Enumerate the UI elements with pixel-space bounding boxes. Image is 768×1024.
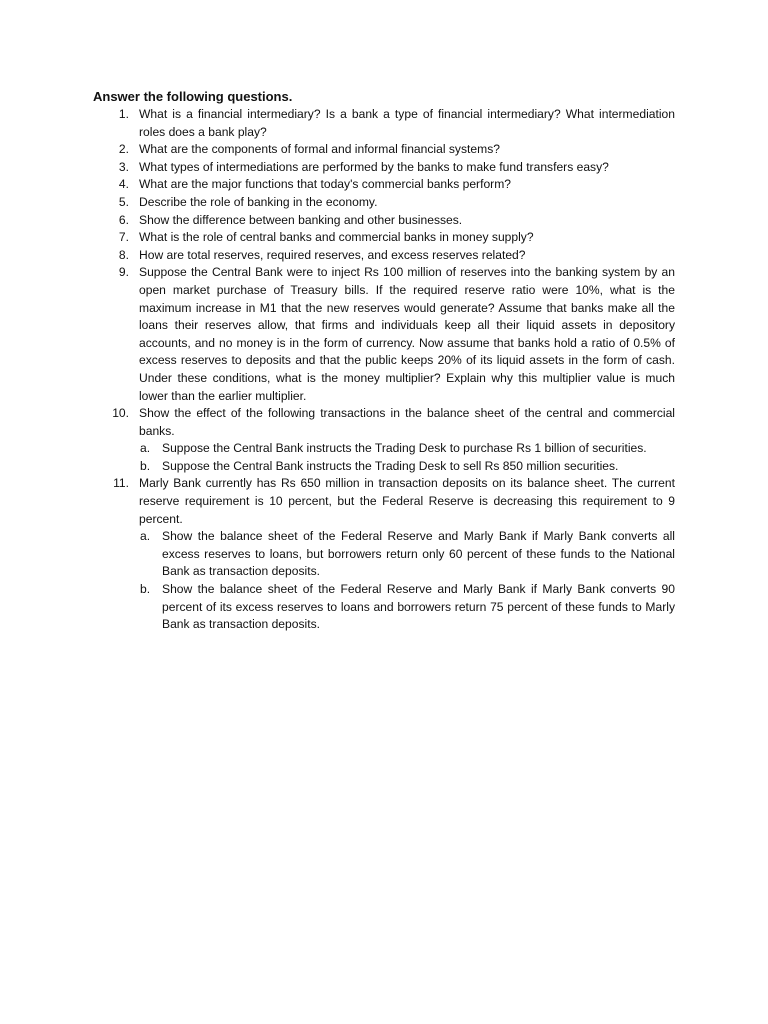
question-text: Describe the role of banking in the economy. [139,194,378,209]
question-item [93,229,675,247]
sub-question-letter: b. [140,582,151,597]
question-text: Suppose the Central Bank were to inject Rs 100 million of reserves into the banking system by an open market purchase of Treasury bills. If the required reserve ratio were 10%, what is the maximum increase in M1 that the new reserves would generate? Assume that banks make all the loans their reserves allow, that firms and individuals keep all their liquid assets in depository accounts, and no money is in the form of currency. Now assume that banks hold a ratio of 0.5% of excess reserves to deposits and that the public keeps 20% of its liquid assets in the form of cash. Under these conditions, what is the money multiplier? Explain why this multiplier value is much lower than the earlier multiplier. [139,265,675,403]
question-number: 5. [118,194,129,209]
question-list [93,106,675,634]
question-text: What is a financial intermediary? Is a bank a type of financial intermediary? What intermediation roles does a bank play? [139,107,675,139]
question-item [93,264,675,405]
question-text: Show the effect of the following transactions in the balance sheet of the central and commercial banks. [139,406,675,438]
sub-question-letter: a. [140,441,151,456]
question-number: 8. [118,247,129,262]
question-item [93,159,675,177]
question-number: 1. [118,107,129,121]
sub-question-text: Suppose the Central Bank instructs the Trading Desk to purchase Rs 1 billion of securities. [162,441,647,456]
question-item [93,405,675,475]
sub-question-text: Show the balance sheet of the Federal Reserve and Marly Bank if Marly Bank converts 90 percent of its excess reserves to loans and borrowers return 75 percent of these funds to Marly Bank as transaction deposits. [162,582,675,632]
sub-question-list [139,528,675,634]
document-page [93,88,675,634]
question-number: 6. [118,212,129,227]
question-text: How are total reserves, required reserves, and excess reserves related? [139,247,526,262]
question-item [93,176,675,194]
question-item [93,475,675,633]
question-text: What are the major functions that today's commercial banks perform? [139,177,512,192]
sub-question-text: Show the balance sheet of the Federal Reserve and Marly Bank if Marly Bank converts all excess reserves to loans, but borrowers return only 60 percent of these funds to the National Bank as transaction deposits. [162,529,675,579]
question-item [93,212,675,230]
sub-question-letter: a. [140,529,151,544]
question-number: 2. [118,142,129,157]
question-text: Marly Bank currently has Rs 650 million in transaction deposits on its balance sheet. The current reserve requirement is 10 percent, but the Federal Reserve is decreasing this requirement to 9 percent. [139,476,675,526]
question-item [93,106,675,141]
sub-question-item [139,581,675,634]
sub-question-item [139,440,675,458]
page-heading: Answer the following questions. [93,89,293,104]
sub-question-list [139,440,675,475]
question-item [93,247,675,265]
question-text: What types of intermediations are performed by the banks to make fund transfers easy? [139,159,609,174]
question-item [93,141,675,159]
question-text: What are the components of formal and informal financial systems? [139,142,500,157]
sub-question-text: Suppose the Central Bank instructs the Trading Desk to sell Rs 850 million securities. [162,458,619,473]
question-number: 9. [118,265,129,280]
question-number: 7. [118,230,129,245]
question-number: 11. [113,476,129,491]
question-text: Show the difference between banking and other businesses. [139,212,463,227]
question-text: What is the role of central banks and commercial banks in money supply? [139,230,534,245]
sub-question-item [139,458,675,476]
question-item [93,194,675,212]
sub-question-item [139,528,675,581]
question-number: 10. [112,406,129,421]
sub-question-letter: b. [140,458,151,473]
question-number: 3. [118,159,129,174]
question-number: 4. [118,177,129,192]
